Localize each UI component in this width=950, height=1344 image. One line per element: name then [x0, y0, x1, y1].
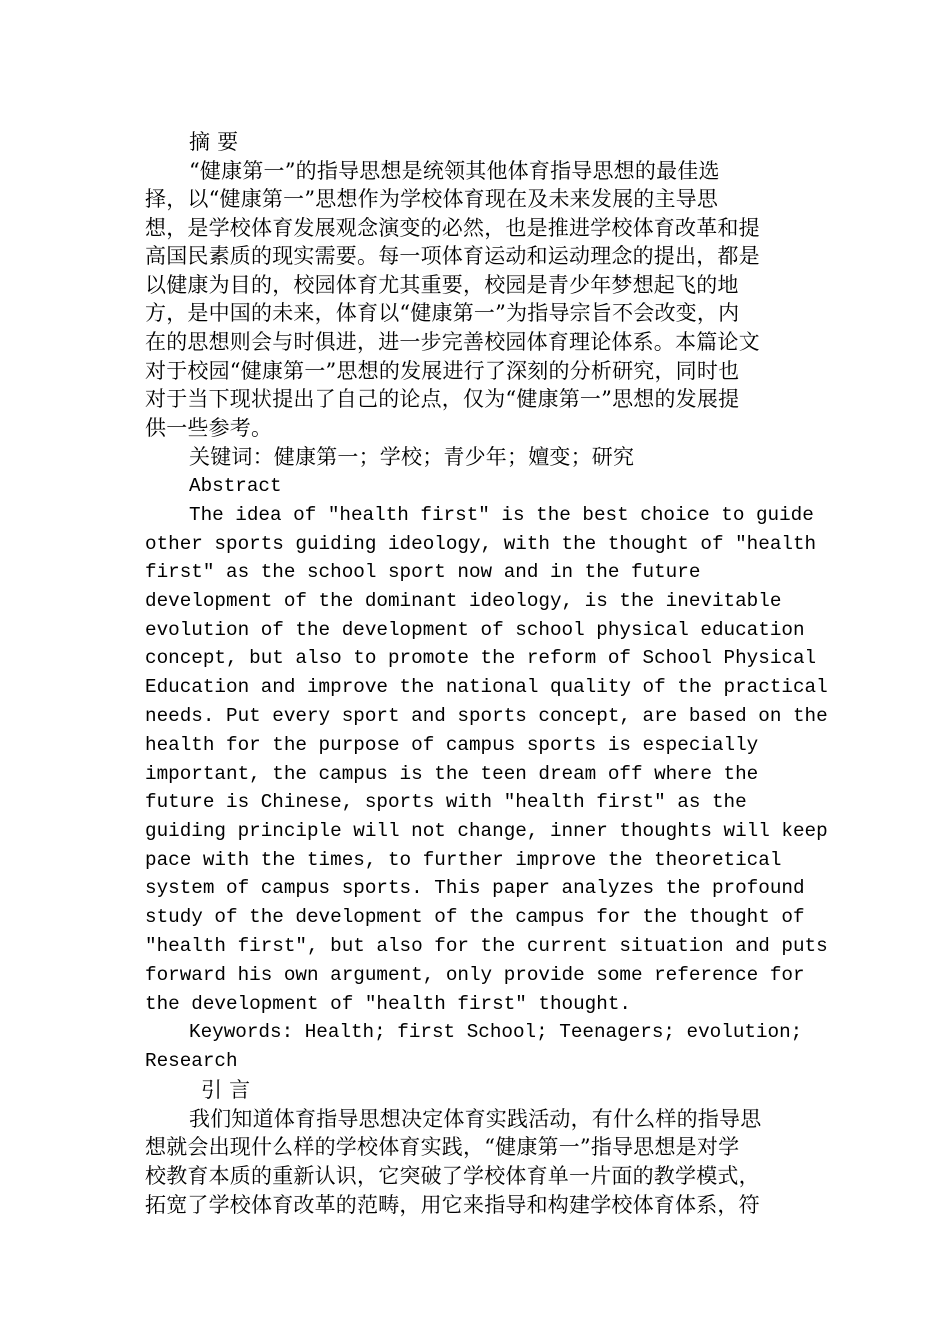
introduction-heading: 引 言 — [201, 1078, 251, 1102]
introduction-line: 我们知道体育指导思想决定体育实践活动，有什么样的指导思 — [189, 1107, 762, 1131]
abstract-en-line: pace with the times, to further improve the theoretical — [145, 849, 782, 871]
abstract-en-line: guiding principle will not change, inner thoughts will keep — [145, 820, 828, 842]
abstract-cn-line: 供一些参考。 — [145, 416, 273, 440]
abstract-en-line: needs. Put every sport and sports concept, are based on the — [145, 705, 828, 727]
abstract-en-line: study of the development of the campus for the thought of — [145, 906, 805, 928]
abstract-cn-keywords: 关键词：健康第一；学校；青少年；嬗变；研究 — [189, 445, 635, 469]
abstract-cn-line: “健康第一”的指导思想是统领其他体育指导思想的最佳选 — [189, 159, 720, 183]
abstract-cn-line: 对于校园“健康第一”思想的发展进行了深刻的分析研究，同时也 — [145, 359, 740, 383]
abstract-cn-heading: 摘 要 — [189, 130, 239, 154]
abstract-cn-line: 对于当下现状提出了自己的论点，仅为“健康第一”思想的发展提 — [145, 387, 740, 411]
abstract-cn-line: 择，以“健康第一”思想作为学校体育现在及未来发展的主导思 — [145, 187, 719, 211]
abstract-en-line: concept, but also to promote the reform of School Physical — [145, 647, 817, 669]
abstract-en-line: important, the campus is the teen dream off where the — [145, 763, 759, 785]
abstract-en-line: development of the dominant ideology, is the inevitable — [145, 590, 782, 612]
abstract-en-line: evolution of the development of school physical education — [145, 619, 805, 641]
abstract-en-line: first" as the school sport now and in the future — [145, 561, 701, 583]
abstract-en-line: system of campus sports. This paper analyzes the profound — [145, 877, 805, 899]
introduction-line: 想就会出现什么样的学校体育实践，“健康第一”指导思想是对学 — [145, 1135, 740, 1159]
abstract-en-line: the development of "health first" thought. — [145, 993, 631, 1015]
introduction-line: 拓宽了学校体育改革的范畴，用它来指导和构建学校体育体系，符 — [145, 1193, 760, 1217]
abstract-cn-line: 方，是中国的未来，体育以“健康第一”为指导宗旨不会改变，内 — [145, 301, 740, 325]
abstract-cn-line: 高国民素质的现实需要。每一项体育运动和运动理念的提出，都是 — [145, 244, 760, 268]
introduction-line: 校教育本质的重新认识，它突破了学校体育单一片面的教学模式， — [145, 1164, 760, 1188]
abstract-en-line: forward his own argument, only provide some reference for — [145, 964, 805, 986]
abstract-cn-line: 在的思想则会与时俱进，进一步完善校园体育理论体系。本篇论文 — [145, 330, 760, 354]
abstract-en-line: The idea of "health first" is the best choice to guide — [189, 504, 814, 526]
abstract-en-line: health for the purpose of campus sports is especially — [145, 734, 759, 756]
abstract-en-keywords: Research — [145, 1050, 238, 1072]
abstract-en-line: "health first", but also for the current situation and puts — [145, 935, 828, 957]
abstract-en-line: Education and improve the national quality of the practical — [145, 676, 828, 698]
abstract-en-line: future is Chinese, sports with "health first" as the — [145, 791, 747, 813]
abstract-cn-line: 以健康为目的，校园体育尤其重要，校园是青少年梦想起飞的地 — [145, 273, 739, 297]
abstract-cn-line: 想，是学校体育发展观念演变的必然，也是推进学校体育改革和提 — [145, 216, 760, 240]
abstract-en-keywords: Keywords: Health; first School; Teenagers; evolution; — [189, 1021, 803, 1043]
abstract-en-heading: Abstract — [189, 475, 282, 497]
abstract-en-line: other sports guiding ideology, with the thought of "health — [145, 533, 817, 555]
